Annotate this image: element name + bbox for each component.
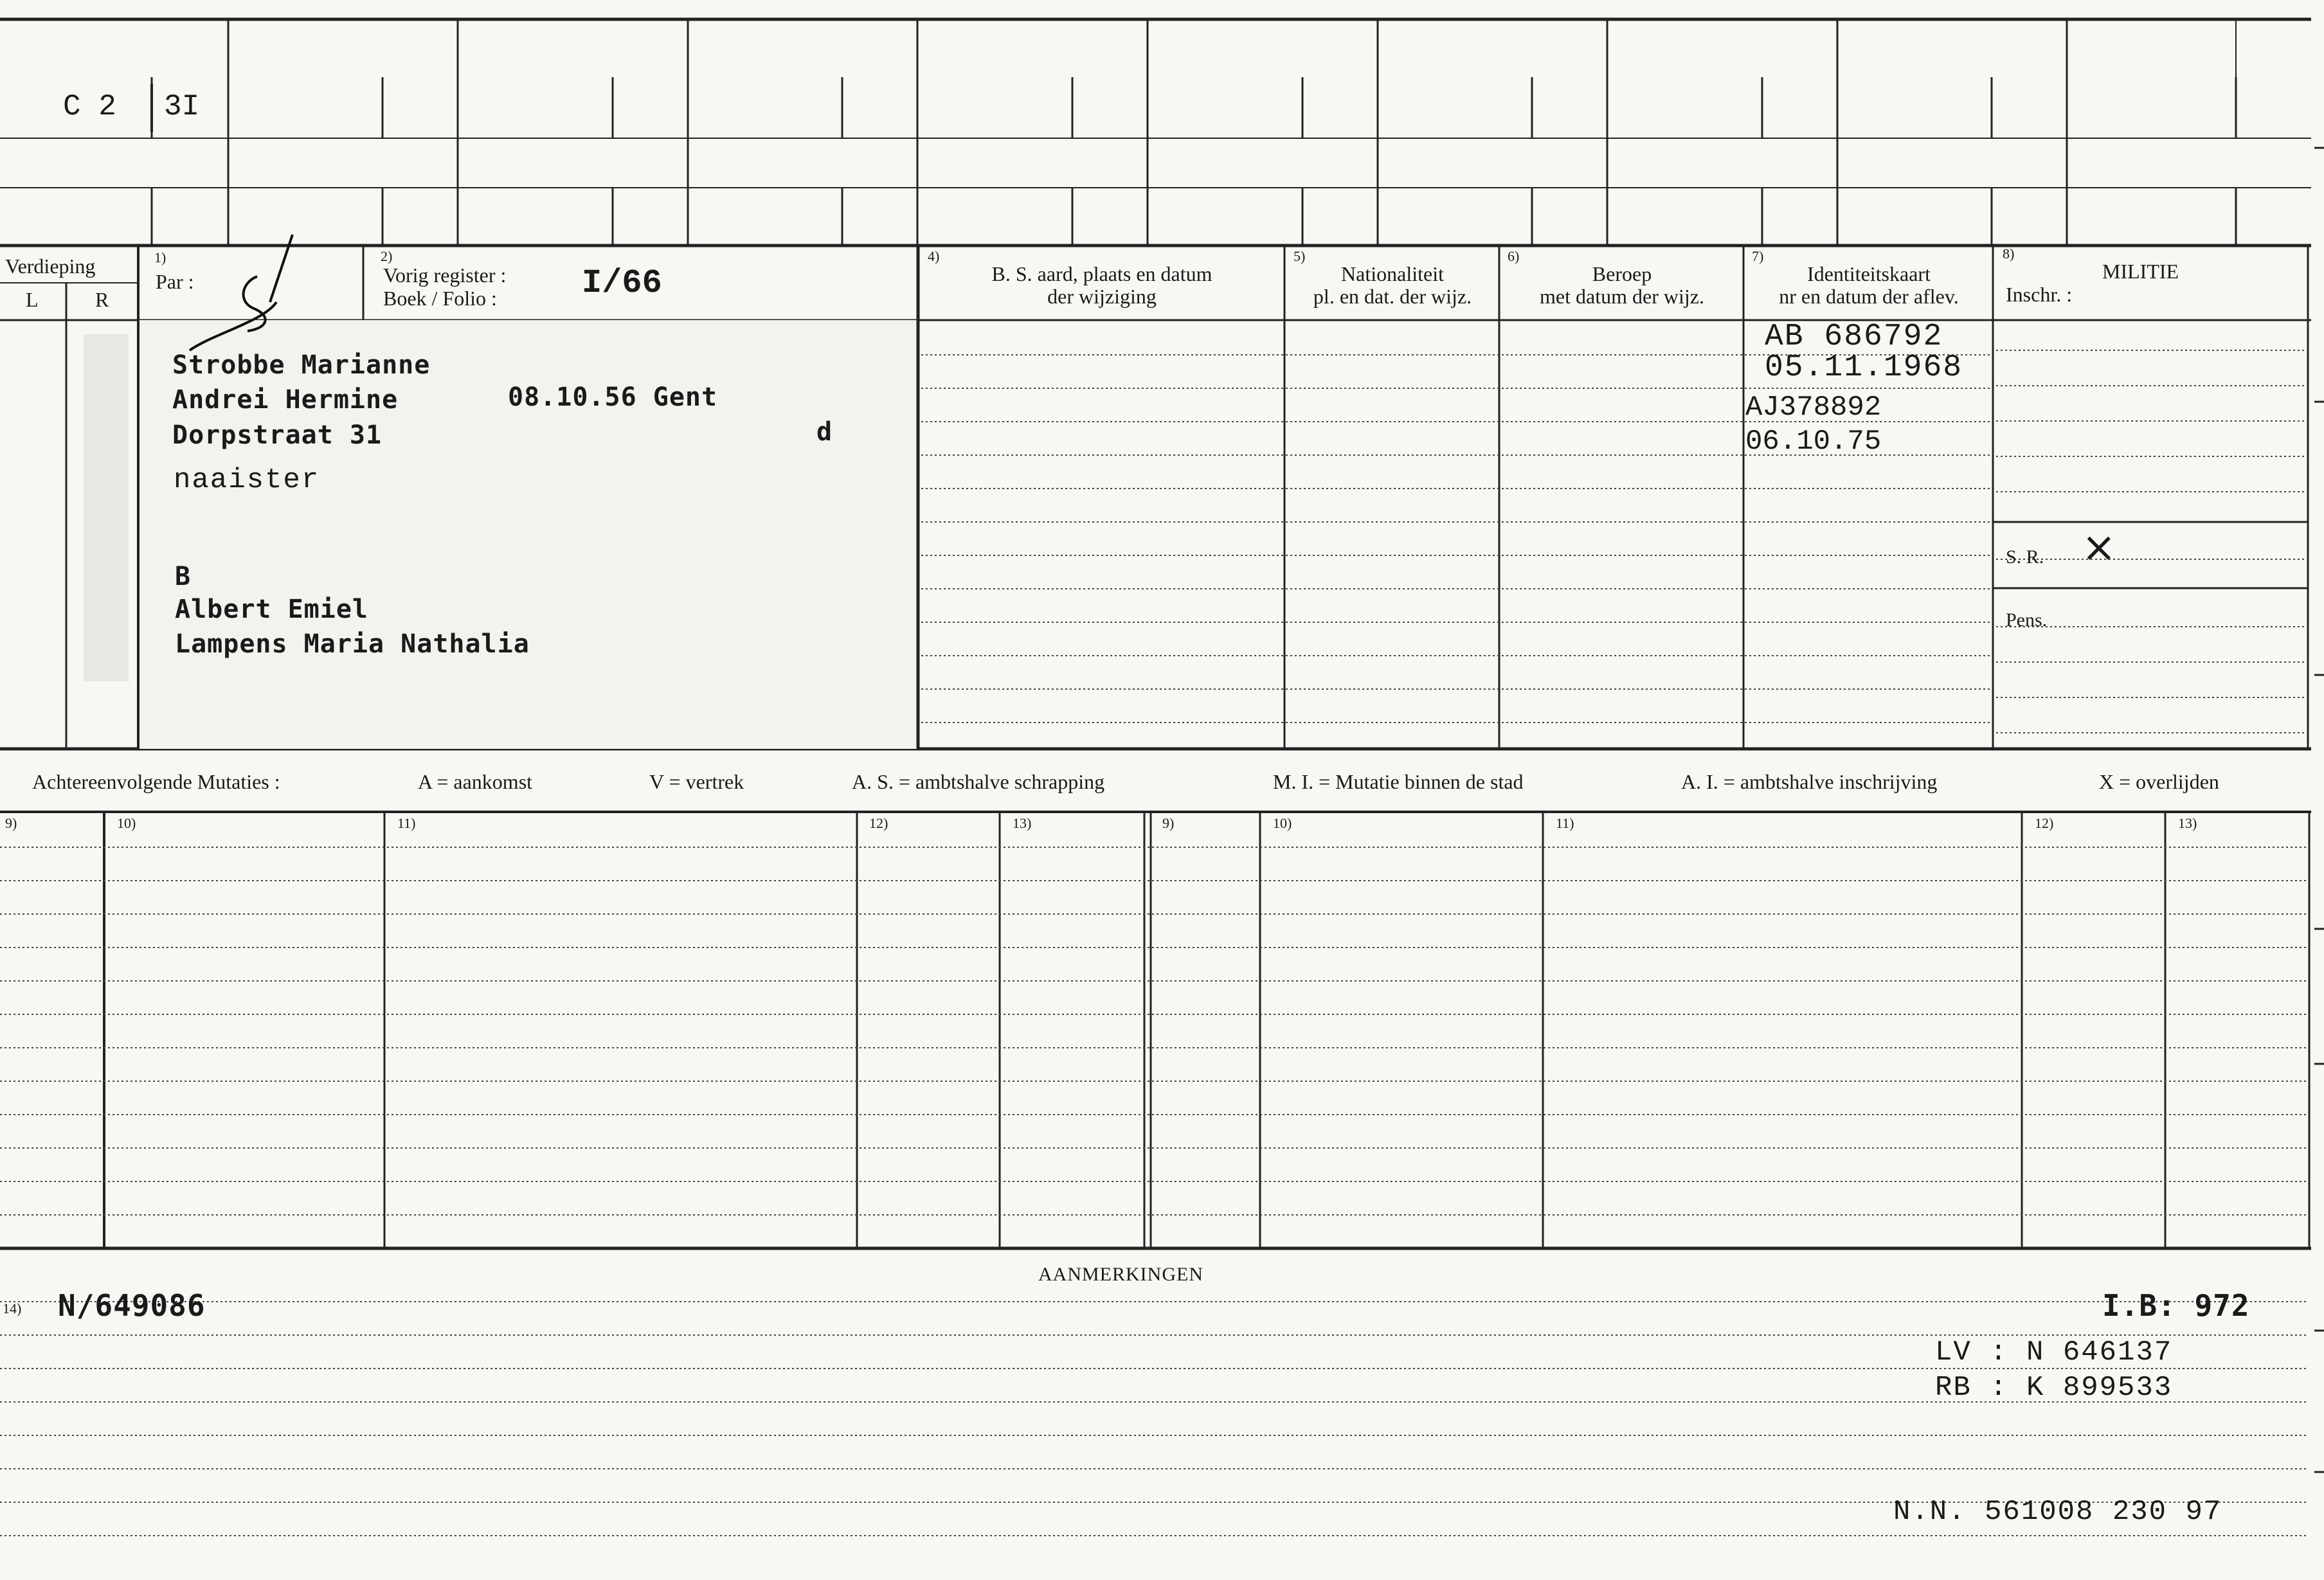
legend-as: A. S. = ambtshalve schrapping xyxy=(852,770,1105,793)
person-address: Dorpstraat 31 xyxy=(172,420,383,450)
n4-label: 4) xyxy=(928,248,940,264)
person-d-mark: d xyxy=(816,417,833,447)
remarks-rb: RB : K 899533 xyxy=(1935,1372,2173,1404)
id-header-2: nr en datum der aflev. xyxy=(1779,285,1959,308)
nat-header-1: Nationaliteit xyxy=(1341,262,1444,285)
legend-title: Achtereenvolgende Mutaties : xyxy=(32,770,280,793)
beroep-header-2: met datum der wijz. xyxy=(1540,285,1704,308)
bs-header-2: der wijziging xyxy=(1047,285,1157,308)
mut-col-11: 11) xyxy=(397,815,416,831)
boek-folio-label: Boek / Folio : xyxy=(383,287,497,310)
n14-label: 14) xyxy=(3,1300,22,1316)
person-birth: 08.10.56 Gent xyxy=(508,382,718,412)
mut-col-9b: 9) xyxy=(1162,815,1175,831)
remarks-ib: I.B: 972 xyxy=(2102,1288,2250,1323)
mut-col-9: 9) xyxy=(5,815,17,831)
sr-mark: × xyxy=(2082,524,2116,571)
sr-label: S. R. xyxy=(2006,546,2044,568)
legend-ai: A. I. = ambtshalve inschrijving xyxy=(1681,770,1938,793)
n5-label: 5) xyxy=(1293,248,1306,264)
code-left: C 2 xyxy=(63,90,116,123)
person-b-mark: B xyxy=(175,562,192,591)
legend-mi: M. I. = Mutatie binnen de stad xyxy=(1273,770,1524,793)
legend-v: V = vertrek xyxy=(649,770,744,793)
legend-x: X = overlijden xyxy=(2099,770,2219,793)
vorig-register-label: Vorig register : xyxy=(383,264,507,287)
nat-header-2: pl. en dat. der wijz. xyxy=(1313,285,1472,308)
mut-col-13: 13) xyxy=(1013,815,1032,831)
remarks-nn: N.N. 561008 230 97 xyxy=(1893,1496,2222,1528)
mut-col-11b: 11) xyxy=(1556,815,1574,831)
code-divider xyxy=(149,84,154,132)
register-value: I/66 xyxy=(582,264,662,302)
person-name: Strobbe Marianne xyxy=(172,350,431,380)
verdieping-label: Verdieping xyxy=(5,255,96,278)
n2-label: 2) xyxy=(381,248,393,264)
mut-col-13b: 13) xyxy=(2178,815,2197,831)
mut-col-10b: 10) xyxy=(1273,815,1292,831)
person-parents: Andrei Hermine xyxy=(172,385,399,415)
beroep-header-1: Beroep xyxy=(1592,262,1652,285)
n7-label: 7) xyxy=(1752,248,1764,264)
n1-label: 1) xyxy=(154,249,167,265)
n6-label: 6) xyxy=(1508,248,1520,264)
col-R-label: R xyxy=(95,288,109,311)
spouse-second: Lampens Maria Nathalia xyxy=(175,629,530,659)
idcard-1-number: AB 686792 xyxy=(1765,319,1943,354)
remarks-ref: N/649086 xyxy=(58,1288,206,1323)
person-profession: naaister xyxy=(174,464,320,496)
mut-col-12b: 12) xyxy=(2035,815,2054,831)
militie-header: MILITIE xyxy=(2102,260,2179,283)
idcard-2-date: 06.10.75 xyxy=(1745,426,1882,458)
inschr-label: Inschr. : xyxy=(2006,283,2073,306)
col-L-label: L xyxy=(26,288,39,311)
mut-col-10: 10) xyxy=(117,815,136,831)
id-header-1: Identiteitskaart xyxy=(1807,262,1931,285)
remarks-title: AANMERKINGEN xyxy=(1038,1264,1203,1285)
n8-label: 8) xyxy=(2003,246,2015,262)
idcard-2-number: AJ378892 xyxy=(1745,391,1882,424)
pens-label: Pens. xyxy=(2006,609,2048,631)
spouse-first: Albert Emiel xyxy=(175,595,368,624)
par-label: Par : xyxy=(156,270,194,293)
code-right: 3I xyxy=(164,90,200,123)
bs-header-1: B. S. aard, plaats en datum xyxy=(991,262,1212,285)
mut-col-12: 12) xyxy=(869,815,888,831)
idcard-1-date: 05.11.1968 xyxy=(1765,350,1963,385)
remarks-lv: LV : N 646137 xyxy=(1935,1336,2173,1369)
legend-a: A = aankomst xyxy=(418,770,533,793)
